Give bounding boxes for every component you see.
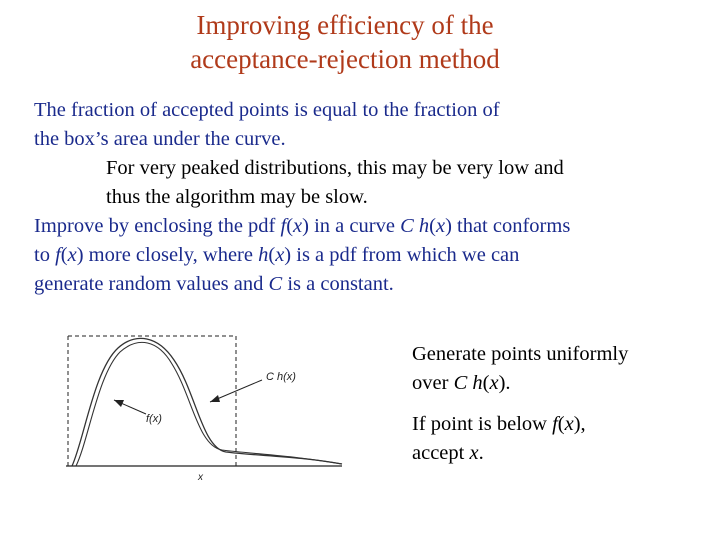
text-run: x <box>275 244 285 266</box>
paragraph-3-line-1 <box>34 212 694 241</box>
paragraph-3 <box>34 212 694 299</box>
text-run: f <box>552 413 558 435</box>
text-run: is a constant. <box>282 273 394 295</box>
text-run: C <box>268 273 283 295</box>
text-run: ( <box>60 244 68 266</box>
text-run: ) is a pdf from which we can <box>284 244 520 266</box>
text-run: x <box>67 244 77 266</box>
paragraph-1-line-2: the box’s area under the curve. <box>34 128 286 150</box>
paragraph-2 <box>34 154 694 212</box>
text-run: accept <box>412 442 470 464</box>
envelope-label: C h(x) <box>266 371 296 383</box>
arrowhead-icon <box>114 400 124 407</box>
text-run: over <box>412 372 454 394</box>
text-run: ), <box>573 413 586 435</box>
text-run: ( <box>268 244 276 266</box>
caption-paragraph-2 <box>412 410 712 468</box>
title-line-1: Improving efficiency of the <box>196 10 494 40</box>
text-run: ( <box>482 372 490 394</box>
text-run: ) more closely, where <box>76 244 259 266</box>
figure-caption <box>412 340 712 480</box>
caption-paragraph-1 <box>412 340 712 398</box>
paragraph-3-line-3 <box>34 270 694 299</box>
paragraph-1 <box>34 96 694 154</box>
text-run: ( <box>286 215 294 237</box>
paragraph-1-line-1: The fraction of accepted points is equal to the fraction of <box>34 99 500 121</box>
pdf-curve <box>76 342 342 466</box>
text-run: . <box>478 442 484 464</box>
slide-body <box>34 96 694 299</box>
text-run: ). <box>498 372 511 394</box>
x-axis-label: x <box>198 472 203 483</box>
text-run: generate random values and <box>34 273 269 295</box>
text-run: x <box>469 442 479 464</box>
slide-title <box>0 8 690 76</box>
paragraph-2-line-1: For very peaked distributions, this may be very low and <box>106 157 564 179</box>
text-run: C h <box>453 372 483 394</box>
text-run: x <box>435 215 446 237</box>
text-run: x <box>564 413 574 435</box>
paragraph-2-line-2: thus the algorithm may be slow. <box>106 186 368 208</box>
text-run: f <box>55 244 61 266</box>
text-run: x <box>293 215 303 237</box>
text-run: Generate points uniformly <box>412 343 629 365</box>
paragraph-3-line-2 <box>34 241 694 270</box>
text-run: Improve by enclosing the pdf <box>34 215 281 237</box>
envelope-curve <box>72 338 342 466</box>
text-run: x <box>489 372 499 394</box>
pdf-label: f(x) <box>146 413 162 425</box>
text-run: h <box>258 244 269 266</box>
text-run: If point is below <box>412 413 553 435</box>
text-run: ( <box>429 215 436 237</box>
text-run: ) that conforms <box>445 215 571 237</box>
text-run: to <box>34 244 56 266</box>
arrowhead-icon <box>210 395 220 402</box>
text-run: C h <box>400 215 430 237</box>
text-run: ) in a curve <box>302 215 401 237</box>
acceptance-rejection-figure <box>58 330 358 490</box>
text-run: ( <box>557 413 565 435</box>
text-run: f <box>280 215 287 237</box>
title-line-2: acceptance-rejection method <box>190 44 500 74</box>
